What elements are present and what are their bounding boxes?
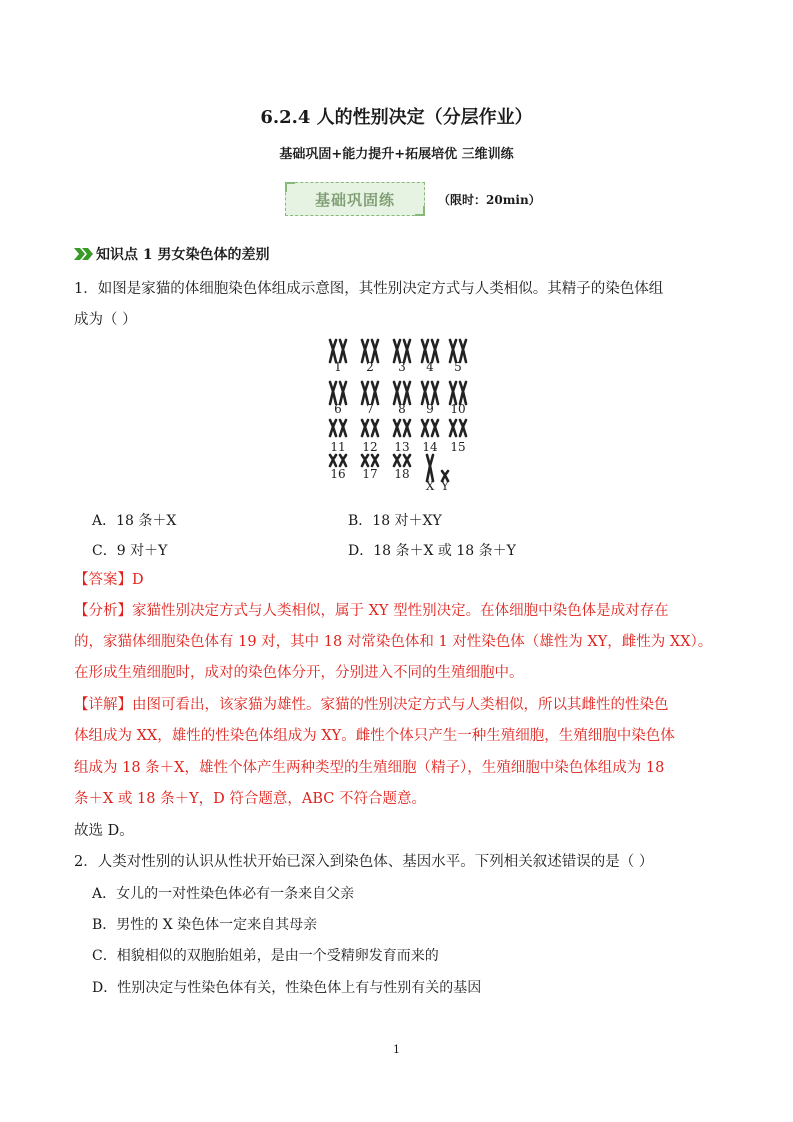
- chromosome-label-13: 13: [394, 440, 410, 454]
- q1-option-a[interactable]: A．18 条＋X: [92, 513, 177, 529]
- q1-stem-line2: 成为（ ）: [74, 312, 137, 328]
- karyotype-figure: [320, 338, 480, 496]
- chromosome-5: [450, 340, 466, 362]
- knowledge-point-heading: [74, 244, 270, 264]
- q1-detail-line4: 条＋X 或 18 条＋Y，D 符合题意，ABC 不符合题意。: [74, 791, 427, 807]
- section-badge: [285, 182, 425, 216]
- time-limit: （限时：20min）: [438, 193, 541, 207]
- q1-analysis-line3: 在形成生殖细胞时，成对的染色体分开，分别进入不同的生殖细胞中。: [74, 665, 524, 681]
- q2-option-c[interactable]: C．相貌相似的双胞胎姐弟，是由一个受精卵发育而来的: [92, 948, 439, 964]
- q1-analysis-line1: 【分析】家猫性别决定方式与人类相似，属于 XY 型性别决定。在体细胞中染色体是成对存在: [74, 603, 669, 619]
- q1-option-c[interactable]: C．9 对＋Y: [92, 543, 168, 559]
- badge-corner-decoration: [415, 206, 425, 216]
- chromosome-label-x: X: [425, 479, 435, 493]
- q1-analysis-line2: 的，家猫体细胞染色体有 19 对，其中 18 对常染色体和 1 对性染色体（雄性为 XY，雌性为 XX）。: [74, 634, 713, 650]
- chromosome-16: [330, 455, 346, 466]
- q2-option-d[interactable]: D．性别决定与性染色体有关，性染色体上有与性别有关的基因: [92, 980, 482, 996]
- chromosome-17: [362, 455, 378, 466]
- q1-answer: 【答案】D: [74, 572, 144, 588]
- chromosome-14: [422, 420, 438, 436]
- chromosome-6: [330, 382, 346, 404]
- chromosome-12: [362, 420, 378, 436]
- chromosome-10: [450, 382, 466, 404]
- chromosome-label-2: 2: [366, 360, 374, 374]
- q1-option-b[interactable]: B．18 对＋XY: [348, 513, 442, 529]
- chromosome-1: [330, 340, 346, 362]
- chromosome-label-15: 15: [450, 440, 466, 454]
- badge-corner-decoration: [285, 182, 295, 192]
- q1-detail-line1: 【详解】由图可看出，该家猫为雄性。家猫的性别决定方式与人类相似，所以其雌性的性染色: [74, 697, 669, 713]
- knowledge-point-label: 知识点 1 男女染色体的差别: [96, 247, 270, 263]
- chromosome-label-10: 10: [450, 402, 466, 416]
- chromosome-label-9: 9: [426, 402, 434, 416]
- page-subtitle: 基础巩固+能力提升+拓展培优 三维训练: [279, 147, 514, 162]
- chromosome-15: [450, 420, 466, 436]
- q1-detail-line3: 组成为 18 条＋X，雄性个体产生两种类型的生殖细胞（精子），生殖细胞中染色体组成为 18: [74, 760, 665, 776]
- q1-option-d[interactable]: D．18 条＋X 或 18 条＋Y: [348, 543, 516, 559]
- chromosome-2: [362, 340, 378, 362]
- section-badge-label: 基础巩固练: [314, 190, 395, 209]
- q1-stem-line1: 1．如图是家猫的体细胞染色体组成示意图，其性别决定方式与人类相似。其精子的染色体组: [74, 281, 664, 297]
- chromosome-7: [362, 382, 378, 404]
- chromosome-label-17: 17: [362, 467, 378, 481]
- chromosome-4: [422, 340, 438, 362]
- q1-detail-line2: 体组成为 XX，雄性的性染色体组成为 XY。雌性个体只产生一种生殖细胞，生殖细胞中染色体: [74, 728, 675, 744]
- chromosome-13: [394, 420, 410, 436]
- chromosome-label-16: 16: [330, 467, 346, 481]
- chromosome-label-y: Y: [441, 479, 449, 493]
- chromosome-8: [394, 382, 410, 404]
- chromosome-label-14: 14: [422, 440, 438, 454]
- double-chevron-icon: [74, 248, 94, 260]
- q2-stem: 2．人类对性别的认识从性状开始已深入到染色体、基因水平。下列相关叙述错误的是（ ）: [74, 854, 654, 870]
- chromosome-label-5: 5: [454, 360, 462, 374]
- chromosome-label-1: 1: [334, 360, 342, 374]
- chromosome-9: [422, 382, 438, 404]
- chromosome-label-8: 8: [398, 402, 406, 416]
- page-number: 1: [393, 1043, 400, 1056]
- q2-option-b[interactable]: B．男性的 X 染色体一定来自其母亲: [92, 917, 318, 933]
- chromosome-label-7: 7: [366, 402, 374, 416]
- chromosome-label-11: 11: [330, 440, 346, 454]
- chromosome-label-6: 6: [334, 402, 342, 416]
- q2-option-a[interactable]: A．女儿的一对性染色体必有一条来自父亲: [92, 886, 355, 902]
- chromosome-x: [427, 455, 433, 481]
- chromosome-label-12: 12: [362, 440, 378, 454]
- q1-conclusion: 故选 D。: [74, 823, 134, 839]
- chromosome-3: [394, 340, 410, 362]
- chromosome-label-3: 3: [398, 360, 406, 374]
- chromosome-label-4: 4: [426, 360, 434, 374]
- page-title: 6.2.4 人的性别决定（分层作业）: [260, 107, 533, 128]
- chromosome-label-18: 18: [394, 467, 410, 481]
- chromosome-18: [394, 455, 410, 466]
- chromosome-11: [330, 420, 346, 436]
